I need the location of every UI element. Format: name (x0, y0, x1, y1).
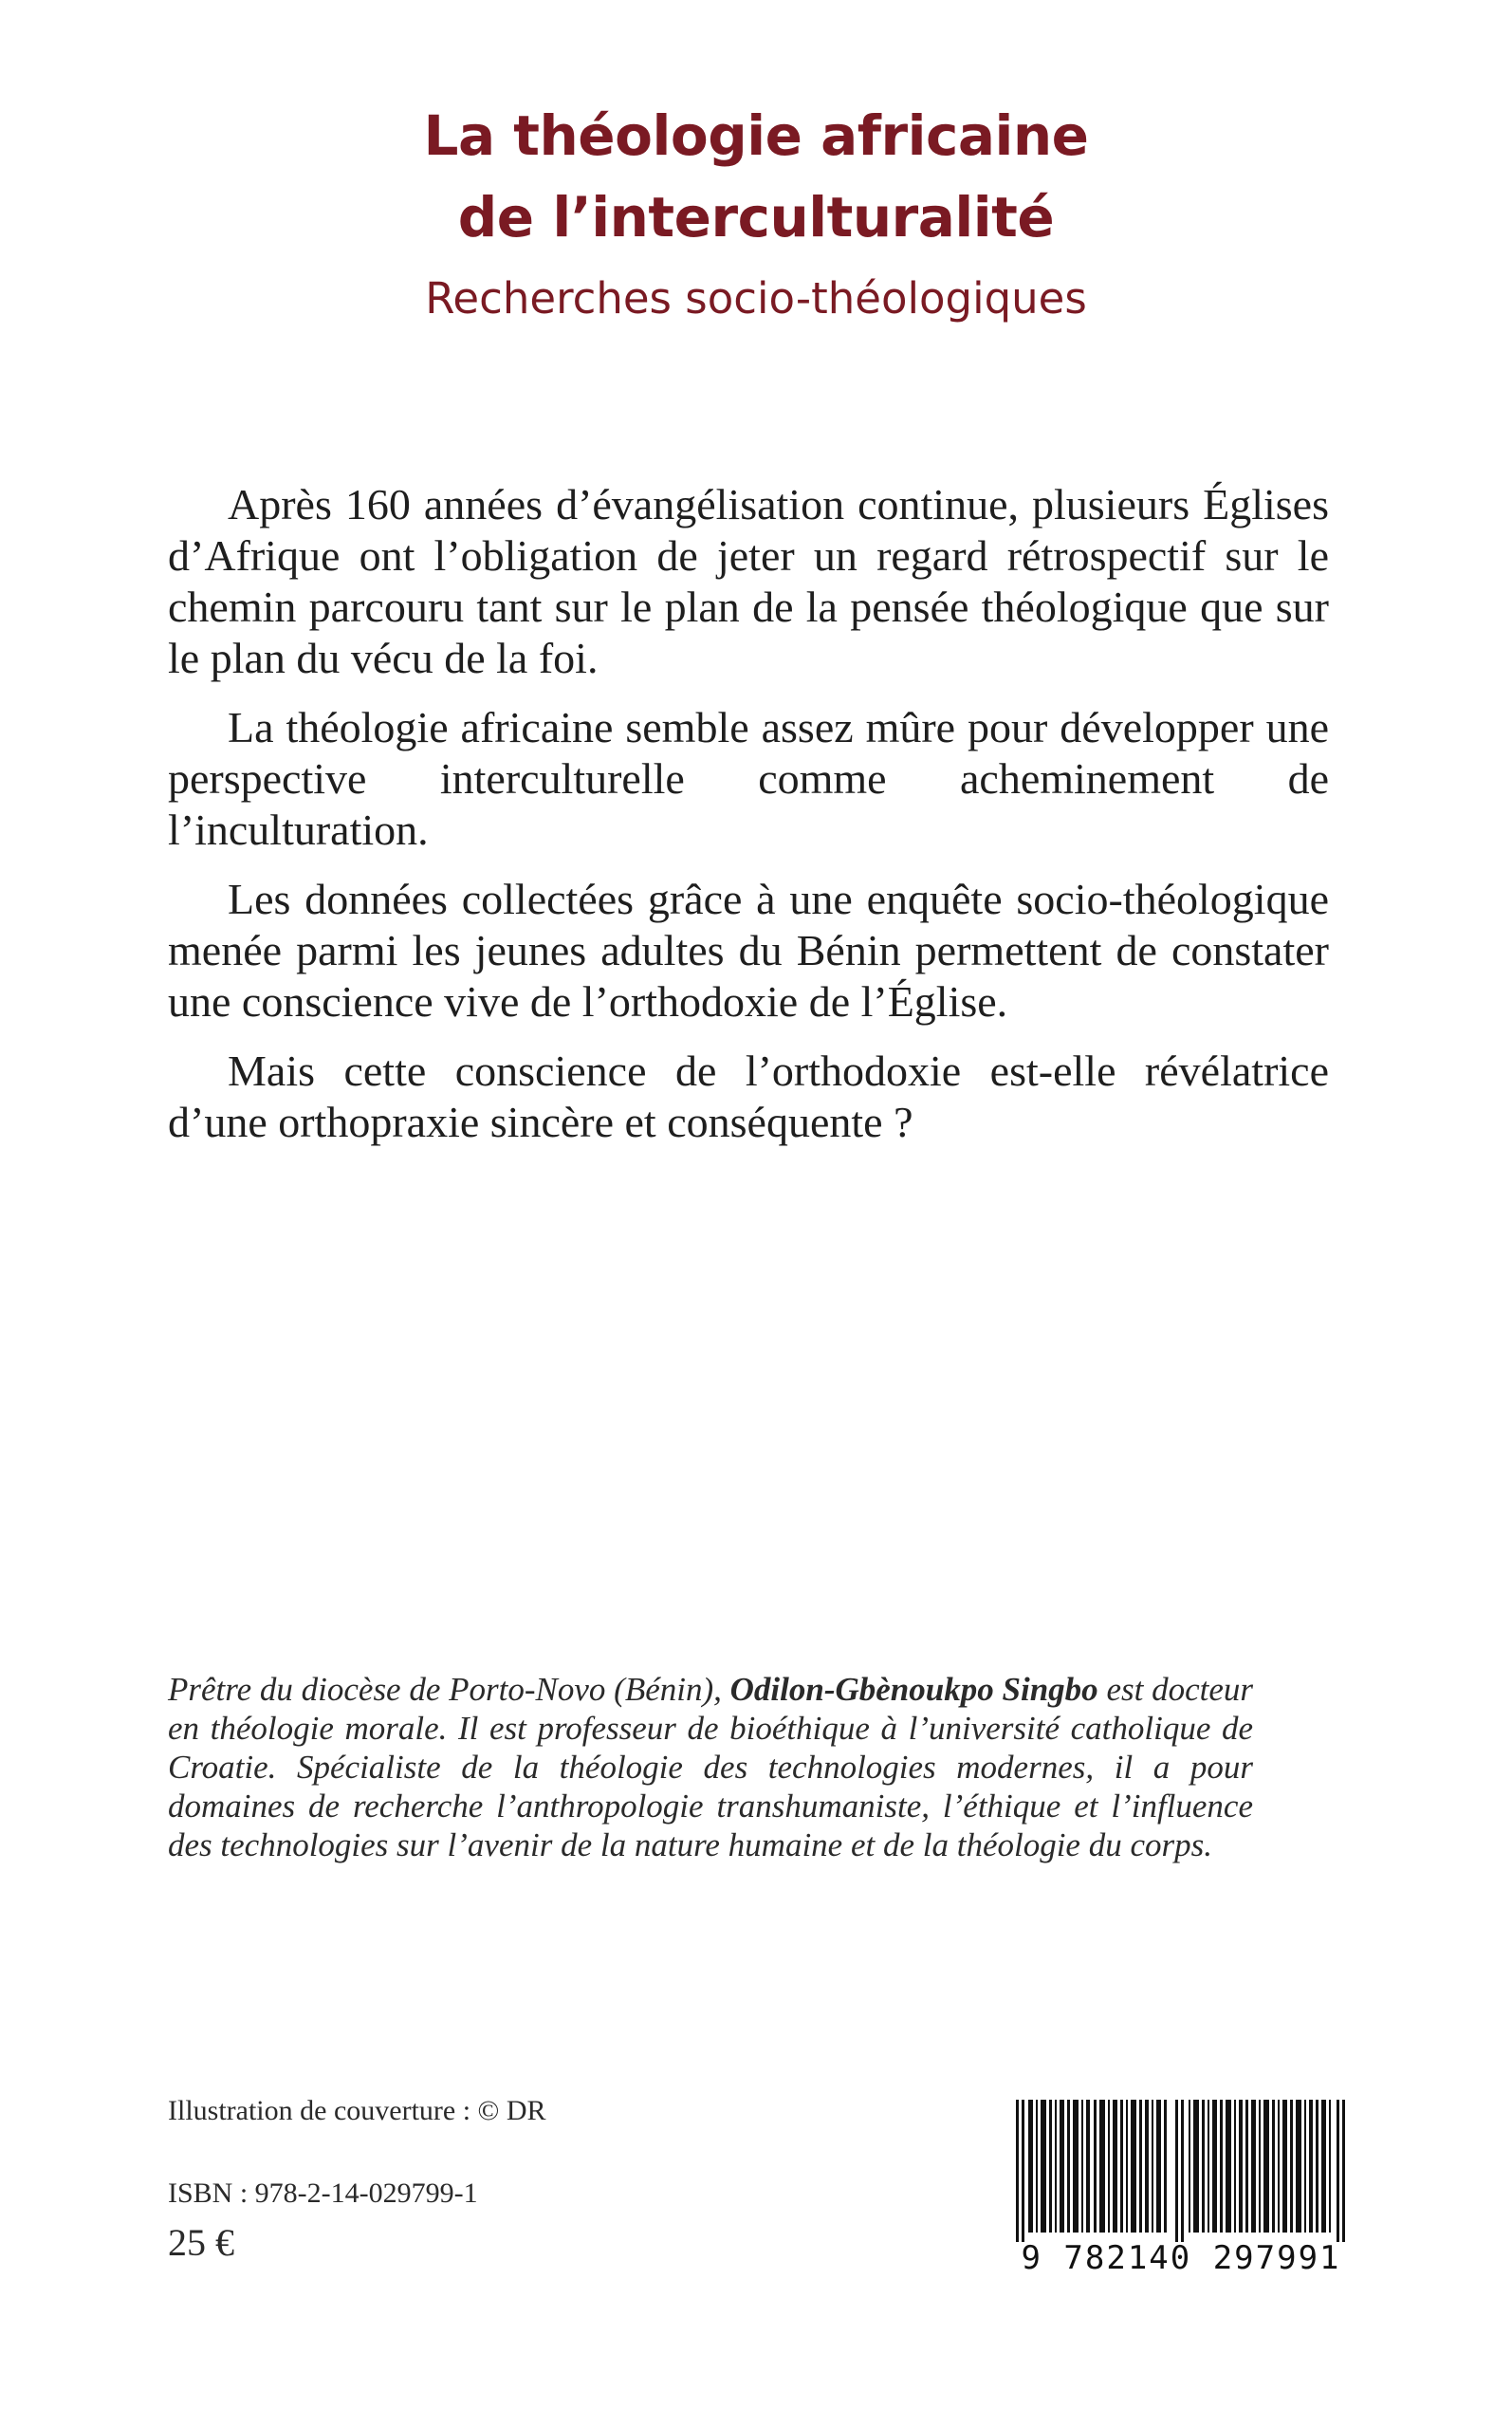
summary-paragraph-3: Les données collectées grâce à une enquête socio-théologique menée parmi les jeunes adultes du Bénin permettent de constater une conscience vive de l’orthodoxie de l’Église. (168, 875, 1329, 1026)
summary-paragraph-1: Après 160 années d’évangélisation continue, plusieurs Églises d’Afrique ont l’obligation de jeter un regard rétrospectif sur le chemin parcouru tant sur le plan de la pensée théologique que sur le plan du vécu de la foi. (168, 480, 1329, 682)
bio-body: est docteur en théologie morale. Il est professeur de bioéthique à l’université catholique de Croatie. Spécialiste de la théologie des technologies modernes, il a pour domaines de recherche l’anthropologie transhumaniste, l’éthique et l’influence des technologies sur l’avenir de la nature humaine et de la théologie du corps. (168, 1671, 1253, 1863)
barcode-digits: 9 782140 297991 (1021, 2239, 1341, 2277)
book-title-line-1: La théologie africaine (423, 103, 1089, 168)
summary-paragraph-4: Mais cette conscience de l’orthodoxie est-elle révélatrice d’une orthopraxie sincère et conséquente ? (168, 1047, 1329, 1146)
bio-intro: Prêtre du diocèse de Porto-Novo (Bénin), (168, 1671, 730, 1708)
book-title-line-2: de l’interculturalité (457, 185, 1055, 250)
author-bio (168, 1670, 1253, 1864)
summary-text (168, 479, 1329, 1166)
author-name: Odilon-Gbènoukpo Singbo (729, 1671, 1098, 1708)
cover-illustration-credit: Illustration de couverture : © DR (168, 2095, 546, 2126)
title-block (0, 95, 1512, 332)
book-subtitle: Recherches socio-théologiques (425, 273, 1087, 324)
price: 25 € (168, 2221, 234, 2264)
summary-paragraph-2: La théologie africaine semble assez mûre pour développer une perspective interculturelle comme acheminement de l’inculturation. (168, 703, 1329, 854)
isbn: ISBN : 978-2-14-029799-1 (168, 2177, 478, 2209)
